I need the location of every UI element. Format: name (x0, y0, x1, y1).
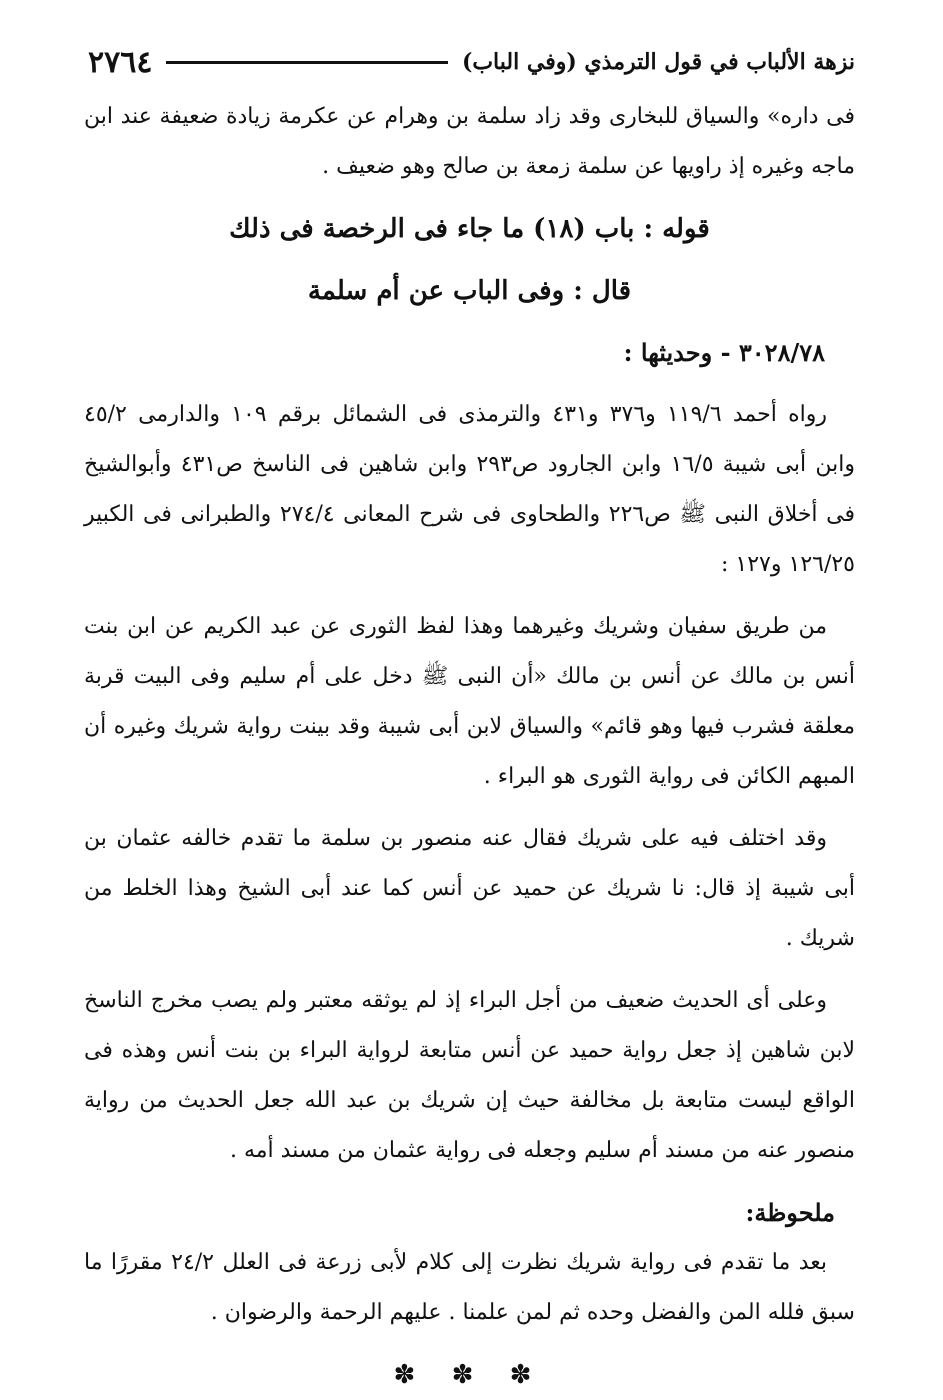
hadith-label: ٣٠٢٨/٧٨ - وحديثها : (623, 338, 825, 367)
page-header (88, 40, 855, 84)
section-subheading: قال : وفى الباب عن أم سلمة (307, 276, 632, 306)
paragraph: وعلى أى الحديث ضعيف من أجل البراء إذ لم يوثقه معتبر ولم يصب مخرج الناسخ لابن شاهين إذ جعل رواية حميد عن أنس متابعة لرواية البراء بن بنت أنس وهذه فى الواقع ليست متابعة بل مخالفة حيث إن شريك بن عبد الله جعل الحديث من رواية منصور عنه من مسند أم سليم وجعله فى رواية عثمان من مسند أمه . (84, 988, 855, 1163)
running-title: نزهة الألباب في قول الترمذي (وفي الباب) (461, 49, 855, 75)
note-paragraph: بعد ما تقدم فى رواية شريك نظرت إلى كلام لأبى زرعة فى العلل ٢٤/٢ مقررًا ما سبق فلله المن والفضل وحده ثم لمن علمنا . عليهم الرحمة والرضوان . (84, 1250, 855, 1325)
note-label: ملحوظة: (745, 1198, 835, 1227)
page-number: ٢٧٦٤ (88, 44, 153, 80)
page-content (84, 92, 855, 1400)
paragraph: من طريق سفيان وشريك وغيرهما وهذا لفظ الثورى عن عبد الكريم عن ابن بنت أنس بن مالك عن أنس بن مالك «أن النبى ﷺ دخل على أم سليم وفى البيت قربة معلقة فشرب فيها وهو قائم» والسياق لابن أبى شيبة وقد بينت رواية شريك وغيره أن المبهم الكائن فى رواية الثورى هو البراء . (84, 614, 855, 789)
intro-paragraph: فى داره» والسياق للبخارى وقد زاد سلمة بن وهرام عن عكرمة زيادة ضعيفة عند ابن ماجه وغيره إذ راويها عن سلمة زمعة بن صالح وهو ضعيف . (84, 104, 855, 179)
ornament-stars: ✽ ✽ ✽ (393, 1360, 546, 1390)
paragraph: رواه أحمد ١١٩/٦ و٣٧٦ و٤٣١ والترمذى فى الشمائل برقم ١٠٩ والدارمى ٤٥/٢ وابن أبى شيبة ١٦/٥ وابن الجارود ص٢٩٣ وابن شاهين فى الناسخ ص٤٣١ وأبوالشيخ فى أخلاق النبى ﷺ ص٢٢٦ والطحاوى فى شرح المعانى ٢٧٤/٤ والطبرانى فى الكبير ١٢٦/٢٥ و١٢٧ : (84, 402, 855, 577)
section-heading: قوله : باب (١٨) ما جاء فى الرخصة فى ذلك (229, 214, 710, 244)
paragraph: وقد اختلف فيه على شريك فقال عنه منصور بن سلمة ما تقدم خالفه عثمان بن أبى شيبة إذ قال: نا شريك عن حميد عن أنس كما عند أبى الشيخ وهذا الخلط من شريك . (84, 826, 855, 951)
header-rule (166, 61, 447, 64)
